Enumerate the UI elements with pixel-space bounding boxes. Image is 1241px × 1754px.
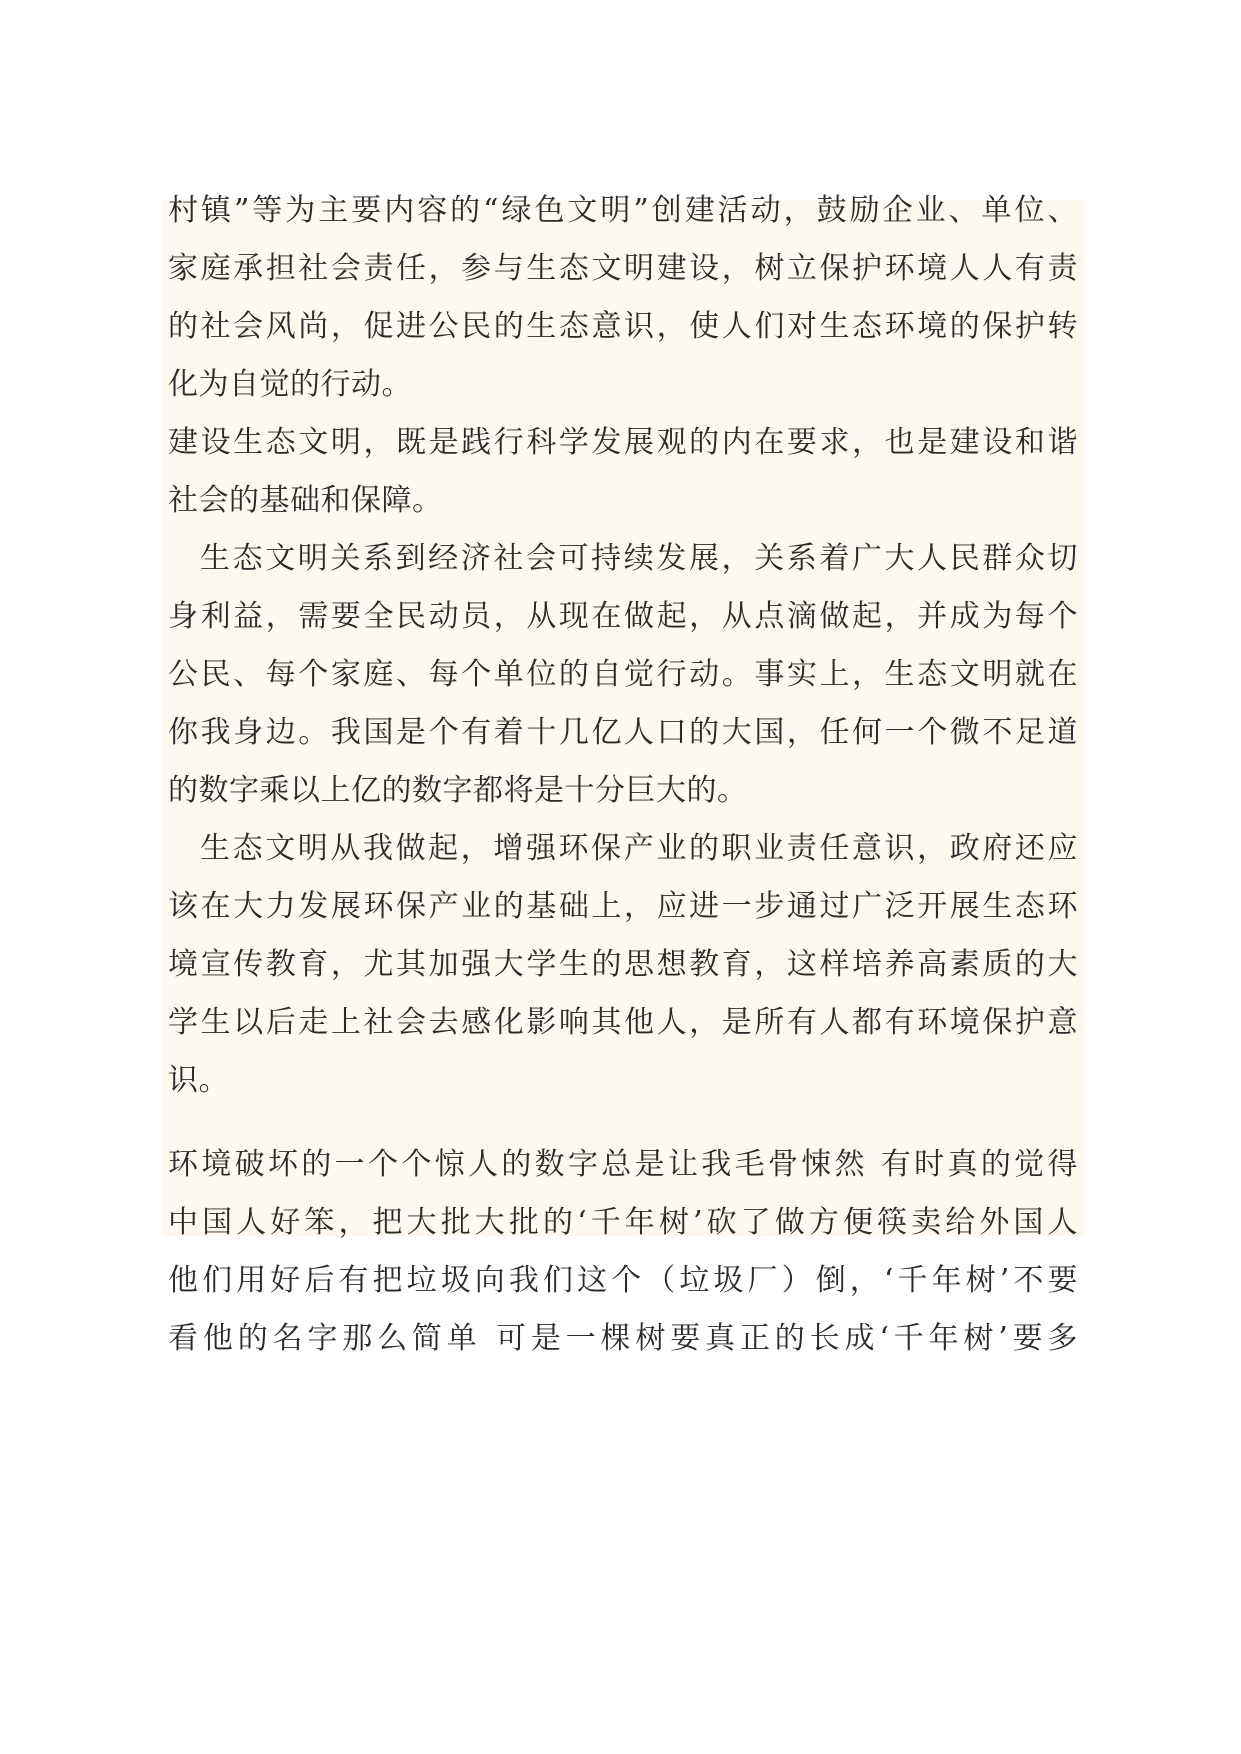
text-line: 生态文明关系到经济社会可持续发展，关系着广大人民群众切 [200, 541, 1078, 576]
text-line: 身利益，需要全民动员，从现在做起，从点滴做起，并成为每个 [168, 599, 1078, 634]
text-line: 境宣传教育，尤其加强大学生的思想教育，这样培养高素质的大 [168, 947, 1078, 982]
text-line: 他们用好后有把垃圾向我们这个（垃圾厂）倒，‘千年树’不要 [168, 1263, 1078, 1298]
text-line: 公民、每个家庭、每个单位的自觉行动。事实上，生态文明就在 [168, 657, 1078, 692]
text-line: 你我身边。我国是个有着十几亿人口的大国，任何一个微不足道 [168, 715, 1078, 750]
text-line: 化为自觉的行动。 [168, 367, 412, 402]
text-line: 生态文明从我做起，增强环保产业的职业责任意识，政府还应 [200, 831, 1078, 866]
text-line: 看他的名字那么简单 可是一棵树要真正的长成‘千年树’要多 [168, 1321, 1078, 1356]
text-line: 建设生态文明，既是践行科学发展观的内在要求，也是建设和谐 [168, 425, 1078, 460]
text-line: 中国人好笨，把大批大批的‘千年树’砍了做方便筷卖给外国人 [168, 1205, 1078, 1240]
text-line: 识。 [168, 1063, 229, 1098]
text-line: 的社会风尚，促进公民的生态意识，使人们对生态环境的保护转 [168, 309, 1078, 344]
text-line: 环境破坏的一个个惊人的数字总是让我毛骨悚然 有时真的觉得 [168, 1147, 1078, 1182]
text-line: 的数字乘以上亿的数字都将是十分巨大的。 [168, 773, 748, 808]
text-line: 家庭承担社会责任，参与生态文明建设，树立保护环境人人有责 [168, 251, 1078, 286]
text-line: 村镇”等为主要内容的“绿色文明”创建活动，鼓励企业、单位、 [168, 193, 1078, 228]
text-line: 该在大力发展环保产业的基础上，应进一步通过广泛开展生态环 [168, 889, 1078, 924]
text-line: 社会的基础和保障。 [168, 483, 443, 518]
text-line: 学生以后走上社会去感化影响其他人，是所有人都有环境保护意 [168, 1005, 1078, 1040]
